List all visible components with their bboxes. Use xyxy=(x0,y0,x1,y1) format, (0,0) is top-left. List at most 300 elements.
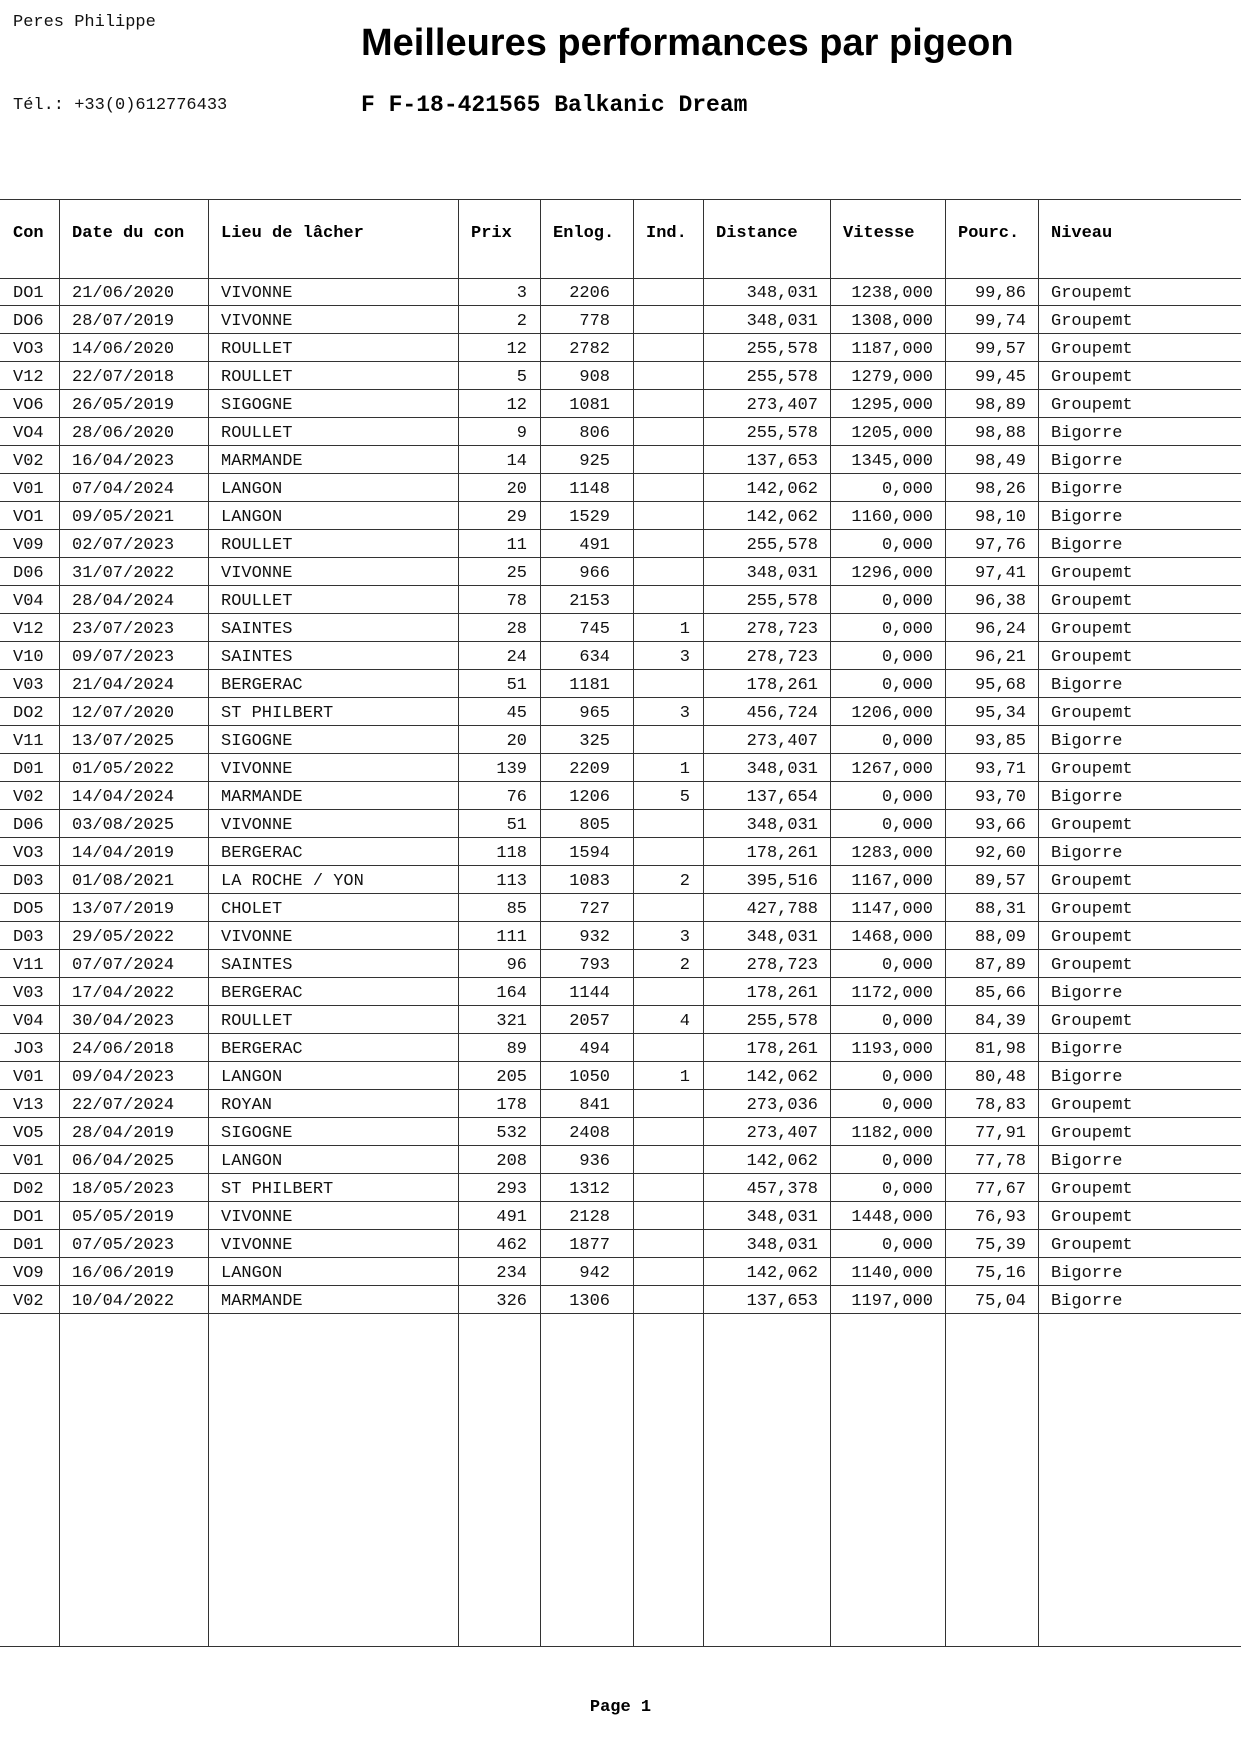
table-body xyxy=(0,278,1241,1314)
cell-date: 12/07/2020 xyxy=(72,704,175,723)
cell-lieu: SAINTES xyxy=(221,956,293,975)
cell-pourc: 92,60 xyxy=(974,844,1026,863)
owner-name: Peres Philippe xyxy=(13,13,156,32)
cell-lieu: LANGON xyxy=(221,1264,283,1283)
cell-vitesse: 1160,000 xyxy=(851,508,933,527)
cell-prix: 205 xyxy=(496,1068,527,1087)
cell-lieu: ROULLET xyxy=(221,1012,293,1031)
cell-date: 16/04/2023 xyxy=(72,452,175,471)
cell-lieu: BERGERAC xyxy=(221,1040,303,1059)
cell-date: 29/05/2022 xyxy=(72,928,175,947)
cell-niveau: Groupemt xyxy=(1051,704,1133,723)
cell-date: 13/07/2025 xyxy=(72,732,175,751)
col-header-niveau: Niveau xyxy=(1051,224,1113,243)
cell-vitesse: 0,000 xyxy=(881,1180,933,1199)
cell-date: 06/04/2025 xyxy=(72,1152,175,1171)
cell-niveau: Groupemt xyxy=(1051,760,1133,779)
cell-niveau: Groupemt xyxy=(1051,396,1133,415)
cell-prix: 321 xyxy=(496,1012,527,1031)
cell-pourc: 93,85 xyxy=(974,732,1026,751)
cell-niveau: Groupemt xyxy=(1051,620,1133,639)
table-row xyxy=(0,530,1241,558)
cell-vitesse: 1140,000 xyxy=(851,1264,933,1283)
cell-prix: 29 xyxy=(506,508,527,527)
cell-date: 07/07/2024 xyxy=(72,956,175,975)
table-row xyxy=(0,726,1241,754)
cell-enlog: 908 xyxy=(579,368,610,387)
cell-enlog: 2206 xyxy=(569,284,610,303)
cell-enlog: 1181 xyxy=(569,676,610,695)
cell-enlog: 2782 xyxy=(569,340,610,359)
cell-pourc: 75,16 xyxy=(974,1264,1026,1283)
col-header-date: Date du con xyxy=(72,224,185,243)
cell-date: 05/05/2019 xyxy=(72,1208,175,1227)
cell-distance: 142,062 xyxy=(746,508,818,527)
cell-prix: 118 xyxy=(496,844,527,863)
cell-con: V02 xyxy=(13,452,44,471)
cell-con: D03 xyxy=(13,872,44,891)
table-row xyxy=(0,446,1241,474)
table-row xyxy=(0,278,1241,306)
col-header-prix: Prix xyxy=(471,224,512,243)
cell-distance: 178,261 xyxy=(746,984,818,1003)
cell-con: V01 xyxy=(13,1068,44,1087)
cell-pourc: 93,71 xyxy=(974,760,1026,779)
table-row xyxy=(0,558,1241,586)
cell-enlog: 727 xyxy=(579,900,610,919)
cell-prix: 532 xyxy=(496,1124,527,1143)
cell-prix: 5 xyxy=(516,368,527,387)
cell-con: JO3 xyxy=(13,1040,44,1059)
cell-vitesse: 1283,000 xyxy=(851,844,933,863)
cell-lieu: VIVONNE xyxy=(221,816,293,835)
cell-vitesse: 1187,000 xyxy=(851,340,933,359)
table-row xyxy=(0,894,1241,922)
cell-con: V10 xyxy=(13,648,44,667)
cell-pourc: 97,41 xyxy=(974,564,1026,583)
cell-ind: 2 xyxy=(679,956,690,975)
cell-enlog: 634 xyxy=(579,648,610,667)
cell-lieu: BERGERAC xyxy=(221,984,303,1003)
cell-distance: 142,062 xyxy=(746,1264,818,1283)
cell-niveau: Groupemt xyxy=(1051,368,1133,387)
cell-vitesse: 1205,000 xyxy=(851,424,933,443)
table-row xyxy=(0,502,1241,530)
cell-con: V13 xyxy=(13,1096,44,1115)
cell-prix: 96 xyxy=(506,956,527,975)
cell-con: V11 xyxy=(13,732,44,751)
cell-vitesse: 1167,000 xyxy=(851,872,933,891)
cell-con: DO5 xyxy=(13,900,44,919)
cell-distance: 255,578 xyxy=(746,340,818,359)
cell-niveau: Bigorre xyxy=(1051,788,1123,807)
cell-niveau: Bigorre xyxy=(1051,1040,1123,1059)
cell-vitesse: 0,000 xyxy=(881,956,933,975)
cell-distance: 273,036 xyxy=(746,1096,818,1115)
cell-date: 07/05/2023 xyxy=(72,1236,175,1255)
cell-con: V02 xyxy=(13,1292,44,1311)
cell-con: VO1 xyxy=(13,508,44,527)
cell-vitesse: 1193,000 xyxy=(851,1040,933,1059)
cell-con: DO6 xyxy=(13,312,44,331)
cell-enlog: 925 xyxy=(579,452,610,471)
cell-pourc: 99,57 xyxy=(974,340,1026,359)
cell-distance: 255,578 xyxy=(746,1012,818,1031)
cell-vitesse: 0,000 xyxy=(881,816,933,835)
cell-con: VO6 xyxy=(13,396,44,415)
cell-pourc: 96,38 xyxy=(974,592,1026,611)
cell-enlog: 325 xyxy=(579,732,610,751)
cell-prix: 76 xyxy=(506,788,527,807)
cell-pourc: 89,57 xyxy=(974,872,1026,891)
cell-ind: 1 xyxy=(679,1068,690,1087)
cell-distance: 395,516 xyxy=(746,872,818,891)
cell-prix: 234 xyxy=(496,1264,527,1283)
cell-niveau: Groupemt xyxy=(1051,1124,1133,1143)
table-row xyxy=(0,614,1241,642)
cell-distance: 142,062 xyxy=(746,1068,818,1087)
cell-lieu: LANGON xyxy=(221,1068,283,1087)
cell-lieu: CHOLET xyxy=(221,900,283,919)
cell-con: V03 xyxy=(13,984,44,1003)
cell-date: 14/04/2019 xyxy=(72,844,175,863)
cell-enlog: 793 xyxy=(579,956,610,975)
cell-vitesse: 1308,000 xyxy=(851,312,933,331)
cell-pourc: 93,66 xyxy=(974,816,1026,835)
cell-pourc: 77,78 xyxy=(974,1152,1026,1171)
cell-lieu: VIVONNE xyxy=(221,564,293,583)
performance-table xyxy=(0,199,1241,1647)
cell-enlog: 778 xyxy=(579,312,610,331)
cell-date: 07/04/2024 xyxy=(72,480,175,499)
table-row xyxy=(0,306,1241,334)
cell-con: DO1 xyxy=(13,284,44,303)
cell-date: 22/07/2018 xyxy=(72,368,175,387)
cell-pourc: 97,76 xyxy=(974,536,1026,555)
cell-enlog: 1306 xyxy=(569,1292,610,1311)
cell-lieu: VIVONNE xyxy=(221,312,293,331)
cell-niveau: Groupemt xyxy=(1051,956,1133,975)
cell-distance: 273,407 xyxy=(746,1124,818,1143)
cell-lieu: ST PHILBERT xyxy=(221,704,334,723)
cell-pourc: 77,91 xyxy=(974,1124,1026,1143)
cell-distance: 348,031 xyxy=(746,312,818,331)
cell-enlog: 2128 xyxy=(569,1208,610,1227)
table-row xyxy=(0,1230,1241,1258)
cell-pourc: 99,86 xyxy=(974,284,1026,303)
cell-pourc: 75,39 xyxy=(974,1236,1026,1255)
table-row xyxy=(0,586,1241,614)
cell-date: 01/05/2022 xyxy=(72,760,175,779)
cell-lieu: LANGON xyxy=(221,508,283,527)
cell-prix: 111 xyxy=(496,928,527,947)
cell-con: V11 xyxy=(13,956,44,975)
table-row xyxy=(0,950,1241,978)
cell-pourc: 78,83 xyxy=(974,1096,1026,1115)
cell-niveau: Bigorre xyxy=(1051,480,1123,499)
cell-date: 14/06/2020 xyxy=(72,340,175,359)
cell-lieu: VIVONNE xyxy=(221,928,293,947)
cell-date: 28/04/2024 xyxy=(72,592,175,611)
cell-prix: 326 xyxy=(496,1292,527,1311)
cell-vitesse: 0,000 xyxy=(881,1152,933,1171)
cell-distance: 255,578 xyxy=(746,368,818,387)
cell-date: 24/06/2018 xyxy=(72,1040,175,1059)
table-row xyxy=(0,1258,1241,1286)
cell-date: 30/04/2023 xyxy=(72,1012,175,1031)
cell-pourc: 88,09 xyxy=(974,928,1026,947)
cell-lieu: VIVONNE xyxy=(221,760,293,779)
cell-vitesse: 1206,000 xyxy=(851,704,933,723)
cell-pourc: 98,49 xyxy=(974,452,1026,471)
cell-prix: 293 xyxy=(496,1180,527,1199)
cell-distance: 178,261 xyxy=(746,676,818,695)
cell-lieu: BERGERAC xyxy=(221,844,303,863)
col-header-ind: Ind. xyxy=(646,224,687,243)
cell-lieu: SIGOGNE xyxy=(221,732,293,751)
cell-niveau: Bigorre xyxy=(1051,424,1123,443)
cell-pourc: 98,26 xyxy=(974,480,1026,499)
cell-pourc: 76,93 xyxy=(974,1208,1026,1227)
cell-prix: 85 xyxy=(506,900,527,919)
cell-distance: 348,031 xyxy=(746,284,818,303)
cell-vitesse: 1345,000 xyxy=(851,452,933,471)
cell-con: V01 xyxy=(13,1152,44,1171)
cell-enlog: 2153 xyxy=(569,592,610,611)
cell-prix: 20 xyxy=(506,732,527,751)
table-row xyxy=(0,978,1241,1006)
cell-vitesse: 0,000 xyxy=(881,676,933,695)
cell-enlog: 1081 xyxy=(569,396,610,415)
cell-niveau: Groupemt xyxy=(1051,1096,1133,1115)
cell-niveau: Groupemt xyxy=(1051,872,1133,891)
cell-prix: 164 xyxy=(496,984,527,1003)
cell-con: V04 xyxy=(13,592,44,611)
table-row xyxy=(0,362,1241,390)
cell-lieu: MARMANDE xyxy=(221,1292,303,1311)
cell-vitesse: 1172,000 xyxy=(851,984,933,1003)
cell-distance: 457,378 xyxy=(746,1180,818,1199)
cell-vitesse: 0,000 xyxy=(881,592,933,611)
cell-vitesse: 1296,000 xyxy=(851,564,933,583)
cell-lieu: SAINTES xyxy=(221,620,293,639)
cell-lieu: MARMANDE xyxy=(221,452,303,471)
cell-niveau: Groupemt xyxy=(1051,284,1133,303)
cell-enlog: 1083 xyxy=(569,872,610,891)
cell-distance: 178,261 xyxy=(746,1040,818,1059)
cell-date: 21/06/2020 xyxy=(72,284,175,303)
col-header-distance: Distance xyxy=(716,224,798,243)
cell-con: D06 xyxy=(13,564,44,583)
cell-distance: 273,407 xyxy=(746,396,818,415)
cell-vitesse: 0,000 xyxy=(881,480,933,499)
cell-pourc: 84,39 xyxy=(974,1012,1026,1031)
cell-con: VO5 xyxy=(13,1124,44,1143)
cell-enlog: 494 xyxy=(579,1040,610,1059)
table-row xyxy=(0,334,1241,362)
col-header-pourc: Pourc. xyxy=(958,224,1020,243)
col-header-con: Con xyxy=(13,224,44,243)
cell-date: 21/04/2024 xyxy=(72,676,175,695)
cell-vitesse: 0,000 xyxy=(881,788,933,807)
cell-prix: 208 xyxy=(496,1152,527,1171)
cell-enlog: 932 xyxy=(579,928,610,947)
cell-lieu: VIVONNE xyxy=(221,1208,293,1227)
cell-con: D01 xyxy=(13,1236,44,1255)
cell-prix: 2 xyxy=(516,312,527,331)
cell-niveau: Bigorre xyxy=(1051,508,1123,527)
cell-vitesse: 1197,000 xyxy=(851,1292,933,1311)
cell-date: 02/07/2023 xyxy=(72,536,175,555)
cell-vitesse: 0,000 xyxy=(881,732,933,751)
cell-con: D03 xyxy=(13,928,44,947)
table-row xyxy=(0,1034,1241,1062)
cell-distance: 137,653 xyxy=(746,452,818,471)
cell-date: 16/06/2019 xyxy=(72,1264,175,1283)
cell-con: V01 xyxy=(13,480,44,499)
cell-lieu: ROULLET xyxy=(221,424,293,443)
cell-lieu: LANGON xyxy=(221,1152,283,1171)
cell-distance: 456,724 xyxy=(746,704,818,723)
cell-pourc: 96,21 xyxy=(974,648,1026,667)
cell-prix: 28 xyxy=(506,620,527,639)
cell-pourc: 98,89 xyxy=(974,396,1026,415)
cell-niveau: Groupemt xyxy=(1051,1012,1133,1031)
cell-date: 09/05/2021 xyxy=(72,508,175,527)
cell-prix: 20 xyxy=(506,480,527,499)
cell-ind: 3 xyxy=(679,648,690,667)
cell-date: 13/07/2019 xyxy=(72,900,175,919)
cell-distance: 142,062 xyxy=(746,480,818,499)
cell-distance: 348,031 xyxy=(746,1208,818,1227)
cell-distance: 278,723 xyxy=(746,648,818,667)
table-row xyxy=(0,1286,1241,1314)
cell-ind: 3 xyxy=(679,704,690,723)
cell-con: V12 xyxy=(13,620,44,639)
table-row xyxy=(0,390,1241,418)
cell-enlog: 806 xyxy=(579,424,610,443)
table-row xyxy=(0,670,1241,698)
cell-distance: 255,578 xyxy=(746,592,818,611)
cell-niveau: Groupemt xyxy=(1051,312,1133,331)
cell-prix: 491 xyxy=(496,1208,527,1227)
cell-lieu: ROULLET xyxy=(221,536,293,555)
table-row xyxy=(0,418,1241,446)
cell-enlog: 1594 xyxy=(569,844,610,863)
cell-vitesse: 1238,000 xyxy=(851,284,933,303)
cell-pourc: 95,68 xyxy=(974,676,1026,695)
cell-vitesse: 0,000 xyxy=(881,1096,933,1115)
cell-pourc: 96,24 xyxy=(974,620,1026,639)
cell-enlog: 2408 xyxy=(569,1124,610,1143)
cell-lieu: SAINTES xyxy=(221,648,293,667)
table-row xyxy=(0,810,1241,838)
cell-enlog: 2209 xyxy=(569,760,610,779)
cell-niveau: Bigorre xyxy=(1051,1068,1123,1087)
cell-con: VO4 xyxy=(13,424,44,443)
cell-date: 28/07/2019 xyxy=(72,312,175,331)
cell-lieu: ROYAN xyxy=(221,1096,273,1115)
cell-con: V12 xyxy=(13,368,44,387)
cell-lieu: ST PHILBERT xyxy=(221,1180,334,1199)
cell-prix: 11 xyxy=(506,536,527,555)
table-row xyxy=(0,1174,1241,1202)
col-header-vitesse: Vitesse xyxy=(843,224,915,243)
cell-lieu: SIGOGNE xyxy=(221,1124,293,1143)
cell-vitesse: 1448,000 xyxy=(851,1208,933,1227)
cell-lieu: ROULLET xyxy=(221,340,293,359)
cell-enlog: 1206 xyxy=(569,788,610,807)
cell-date: 31/07/2022 xyxy=(72,564,175,583)
cell-distance: 348,031 xyxy=(746,1236,818,1255)
cell-distance: 427,788 xyxy=(746,900,818,919)
cell-distance: 278,723 xyxy=(746,620,818,639)
cell-pourc: 98,88 xyxy=(974,424,1026,443)
cell-niveau: Bigorre xyxy=(1051,732,1123,751)
cell-distance: 348,031 xyxy=(746,816,818,835)
cell-niveau: Bigorre xyxy=(1051,984,1123,1003)
cell-enlog: 1050 xyxy=(569,1068,610,1087)
cell-lieu: VIVONNE xyxy=(221,1236,293,1255)
cell-enlog: 841 xyxy=(579,1096,610,1115)
cell-prix: 89 xyxy=(506,1040,527,1059)
cell-ind: 5 xyxy=(679,788,690,807)
cell-distance: 348,031 xyxy=(746,760,818,779)
cell-vitesse: 0,000 xyxy=(881,536,933,555)
cell-vitesse: 0,000 xyxy=(881,648,933,667)
cell-enlog: 1529 xyxy=(569,508,610,527)
cell-niveau: Groupemt xyxy=(1051,900,1133,919)
cell-date: 28/04/2019 xyxy=(72,1124,175,1143)
cell-enlog: 745 xyxy=(579,620,610,639)
cell-vitesse: 1182,000 xyxy=(851,1124,933,1143)
cell-lieu: SIGOGNE xyxy=(221,396,293,415)
cell-con: D06 xyxy=(13,816,44,835)
cell-distance: 255,578 xyxy=(746,536,818,555)
table-row xyxy=(0,1118,1241,1146)
cell-vitesse: 1295,000 xyxy=(851,396,933,415)
cell-lieu: BERGERAC xyxy=(221,676,303,695)
cell-ind: 4 xyxy=(679,1012,690,1031)
cell-date: 17/04/2022 xyxy=(72,984,175,1003)
cell-enlog: 1144 xyxy=(569,984,610,1003)
table-row xyxy=(0,1006,1241,1034)
cell-date: 18/05/2023 xyxy=(72,1180,175,1199)
cell-pourc: 85,66 xyxy=(974,984,1026,1003)
page-number: Page 1 xyxy=(589,1698,652,1717)
cell-date: 26/05/2019 xyxy=(72,396,175,415)
cell-enlog: 965 xyxy=(579,704,610,723)
cell-enlog: 1877 xyxy=(569,1236,610,1255)
cell-date: 14/04/2024 xyxy=(72,788,175,807)
cell-prix: 462 xyxy=(496,1236,527,1255)
cell-niveau: Groupemt xyxy=(1051,928,1133,947)
cell-prix: 139 xyxy=(496,760,527,779)
cell-pourc: 80,48 xyxy=(974,1068,1026,1087)
cell-vitesse: 0,000 xyxy=(881,1012,933,1031)
cell-lieu: VIVONNE xyxy=(221,284,293,303)
cell-con: D02 xyxy=(13,1180,44,1199)
cell-ind: 1 xyxy=(679,620,690,639)
table-row xyxy=(0,866,1241,894)
cell-lieu: LANGON xyxy=(221,480,283,499)
cell-prix: 113 xyxy=(496,872,527,891)
cell-distance: 348,031 xyxy=(746,928,818,947)
table-row xyxy=(0,642,1241,670)
cell-prix: 12 xyxy=(506,396,527,415)
cell-niveau: Bigorre xyxy=(1051,1264,1123,1283)
cell-niveau: Groupemt xyxy=(1051,816,1133,835)
